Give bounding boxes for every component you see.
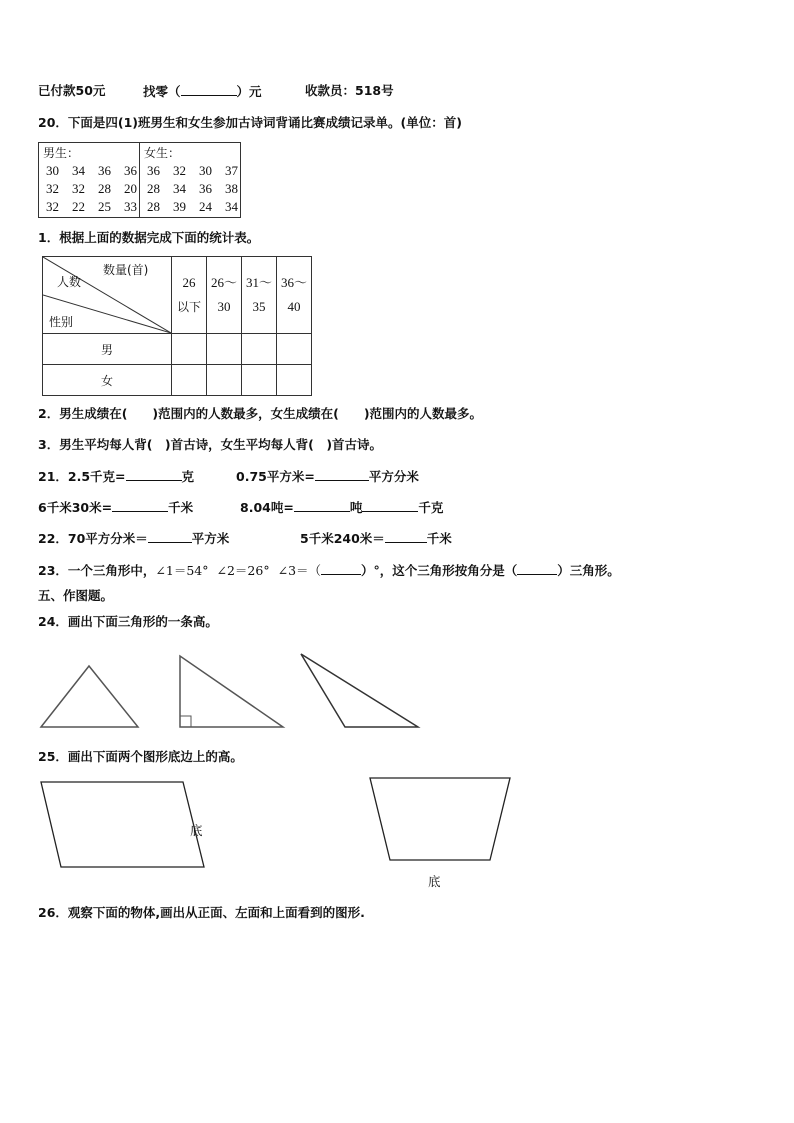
q20-sub1: 1．根据上面的数据完成下面的统计表。: [38, 230, 260, 245]
answer-blank[interactable]: [362, 499, 418, 512]
trapezoid[interactable]: [370, 778, 510, 860]
header-people: 人数: [57, 275, 82, 289]
range-26-30: 26～ 30: [207, 257, 242, 334]
q25-shapes: [0, 776, 794, 876]
input-cell[interactable]: [207, 334, 242, 365]
angle-2: ∠2＝26°: [216, 563, 270, 578]
answer-blank[interactable]: [126, 468, 182, 481]
cashier-id: 收款员：518号: [305, 83, 394, 98]
base-label-parallelogram: 底: [190, 823, 203, 838]
angle-1: ∠1＝54°: [155, 563, 209, 578]
header-gender: 性别: [49, 315, 74, 329]
change-prefix: 找零（: [143, 84, 181, 99]
acute-triangle[interactable]: [41, 666, 138, 727]
girls-row: 28 39 24 34: [147, 199, 238, 214]
change-suffix: ）元: [236, 84, 262, 99]
base-label-trapezoid: 底: [428, 874, 441, 889]
answer-blank[interactable]: [385, 530, 427, 543]
range-26-below: 26 以下: [172, 257, 207, 334]
obtuse-triangle[interactable]: [301, 654, 418, 727]
q20-title: 20．下面是四(1)班男生和女生参加古诗词背诵比赛成绩记录单。(单位：首): [38, 115, 462, 130]
right-angle-mark: [180, 716, 191, 727]
q26-title: 26．观察下面的物体,画出从正面、左面和上面看到的图形.: [38, 905, 365, 920]
input-cell[interactable]: [207, 365, 242, 396]
q24-title: 24．画出下面三角形的一条高。: [38, 614, 218, 629]
range-36-40: 36～ 40: [277, 257, 312, 334]
angle-3-blank[interactable]: [321, 562, 361, 575]
girls-label: 女生：: [144, 146, 181, 160]
q22-a: 22．70平方分米＝ 平方米: [38, 531, 230, 546]
answer-blank[interactable]: [294, 499, 350, 512]
parallelogram[interactable]: [41, 782, 204, 867]
row-label-boys: 男: [43, 334, 172, 365]
paid-amount: 已付款50元: [38, 83, 106, 98]
triangle-type-blank[interactable]: [517, 562, 557, 575]
header-quantity: 数量(首): [103, 263, 149, 277]
row-label-girls: 女: [43, 365, 172, 396]
change-blank[interactable]: [181, 83, 237, 96]
girls-row: 36 32 30 37: [147, 163, 238, 178]
input-cell[interactable]: [277, 365, 312, 396]
q22-b: 5千米240米＝ 千米: [300, 531, 452, 546]
record-table: [38, 142, 241, 218]
q21-b: 0.75平方米= 平方分米: [236, 469, 419, 484]
answer-blank[interactable]: [315, 468, 369, 481]
boys-label: 男生：: [43, 146, 80, 160]
q21-a: 21．2.5千克= 克: [38, 469, 195, 484]
input-cell[interactable]: [242, 365, 277, 396]
input-cell[interactable]: [172, 365, 207, 396]
change-line: [143, 83, 262, 100]
answer-blank[interactable]: [112, 499, 168, 512]
girls-record: [140, 143, 241, 218]
girls-row: 28 34 36 38: [147, 181, 238, 196]
boys-row: 32 32 28 20: [46, 181, 137, 196]
right-triangle[interactable]: [180, 656, 283, 727]
q25-title: 25．画出下面两个图形底边上的高。: [38, 749, 243, 764]
input-cell[interactable]: [172, 334, 207, 365]
range-31-35: 31～ 35: [242, 257, 277, 334]
boys-row: 32 22 25 33: [46, 199, 137, 214]
answer-blank[interactable]: [148, 530, 192, 543]
diagonal-header: [43, 257, 172, 334]
q21-d: 8.04吨= 吨 千克: [240, 500, 444, 515]
cashier-text: [305, 83, 394, 99]
section-5-title: 五、作图题。: [38, 588, 114, 603]
q24-triangles: [0, 648, 794, 738]
boys-record: [39, 143, 140, 218]
input-cell[interactable]: [242, 334, 277, 365]
q21-c: 6千米30米= 千米: [38, 500, 194, 515]
input-cell[interactable]: [277, 334, 312, 365]
q20-sub2: 2．男生成绩在( )范围内的人数最多，女生成绩在( )范围内的人数最多。: [38, 406, 483, 421]
boys-row: 30 34 36 36: [46, 163, 137, 178]
q20-sub3: 3．男生平均每人背( )首古诗，女生平均每人背( )首古诗。: [38, 437, 383, 452]
paid-text: [38, 83, 105, 99]
stat-table: [42, 256, 312, 396]
q23-line: 23．一个三角形中，∠1＝54° ∠2＝26° ∠3＝（ ）°，这个三角形按角分是（ ）三角形。: [38, 563, 620, 578]
